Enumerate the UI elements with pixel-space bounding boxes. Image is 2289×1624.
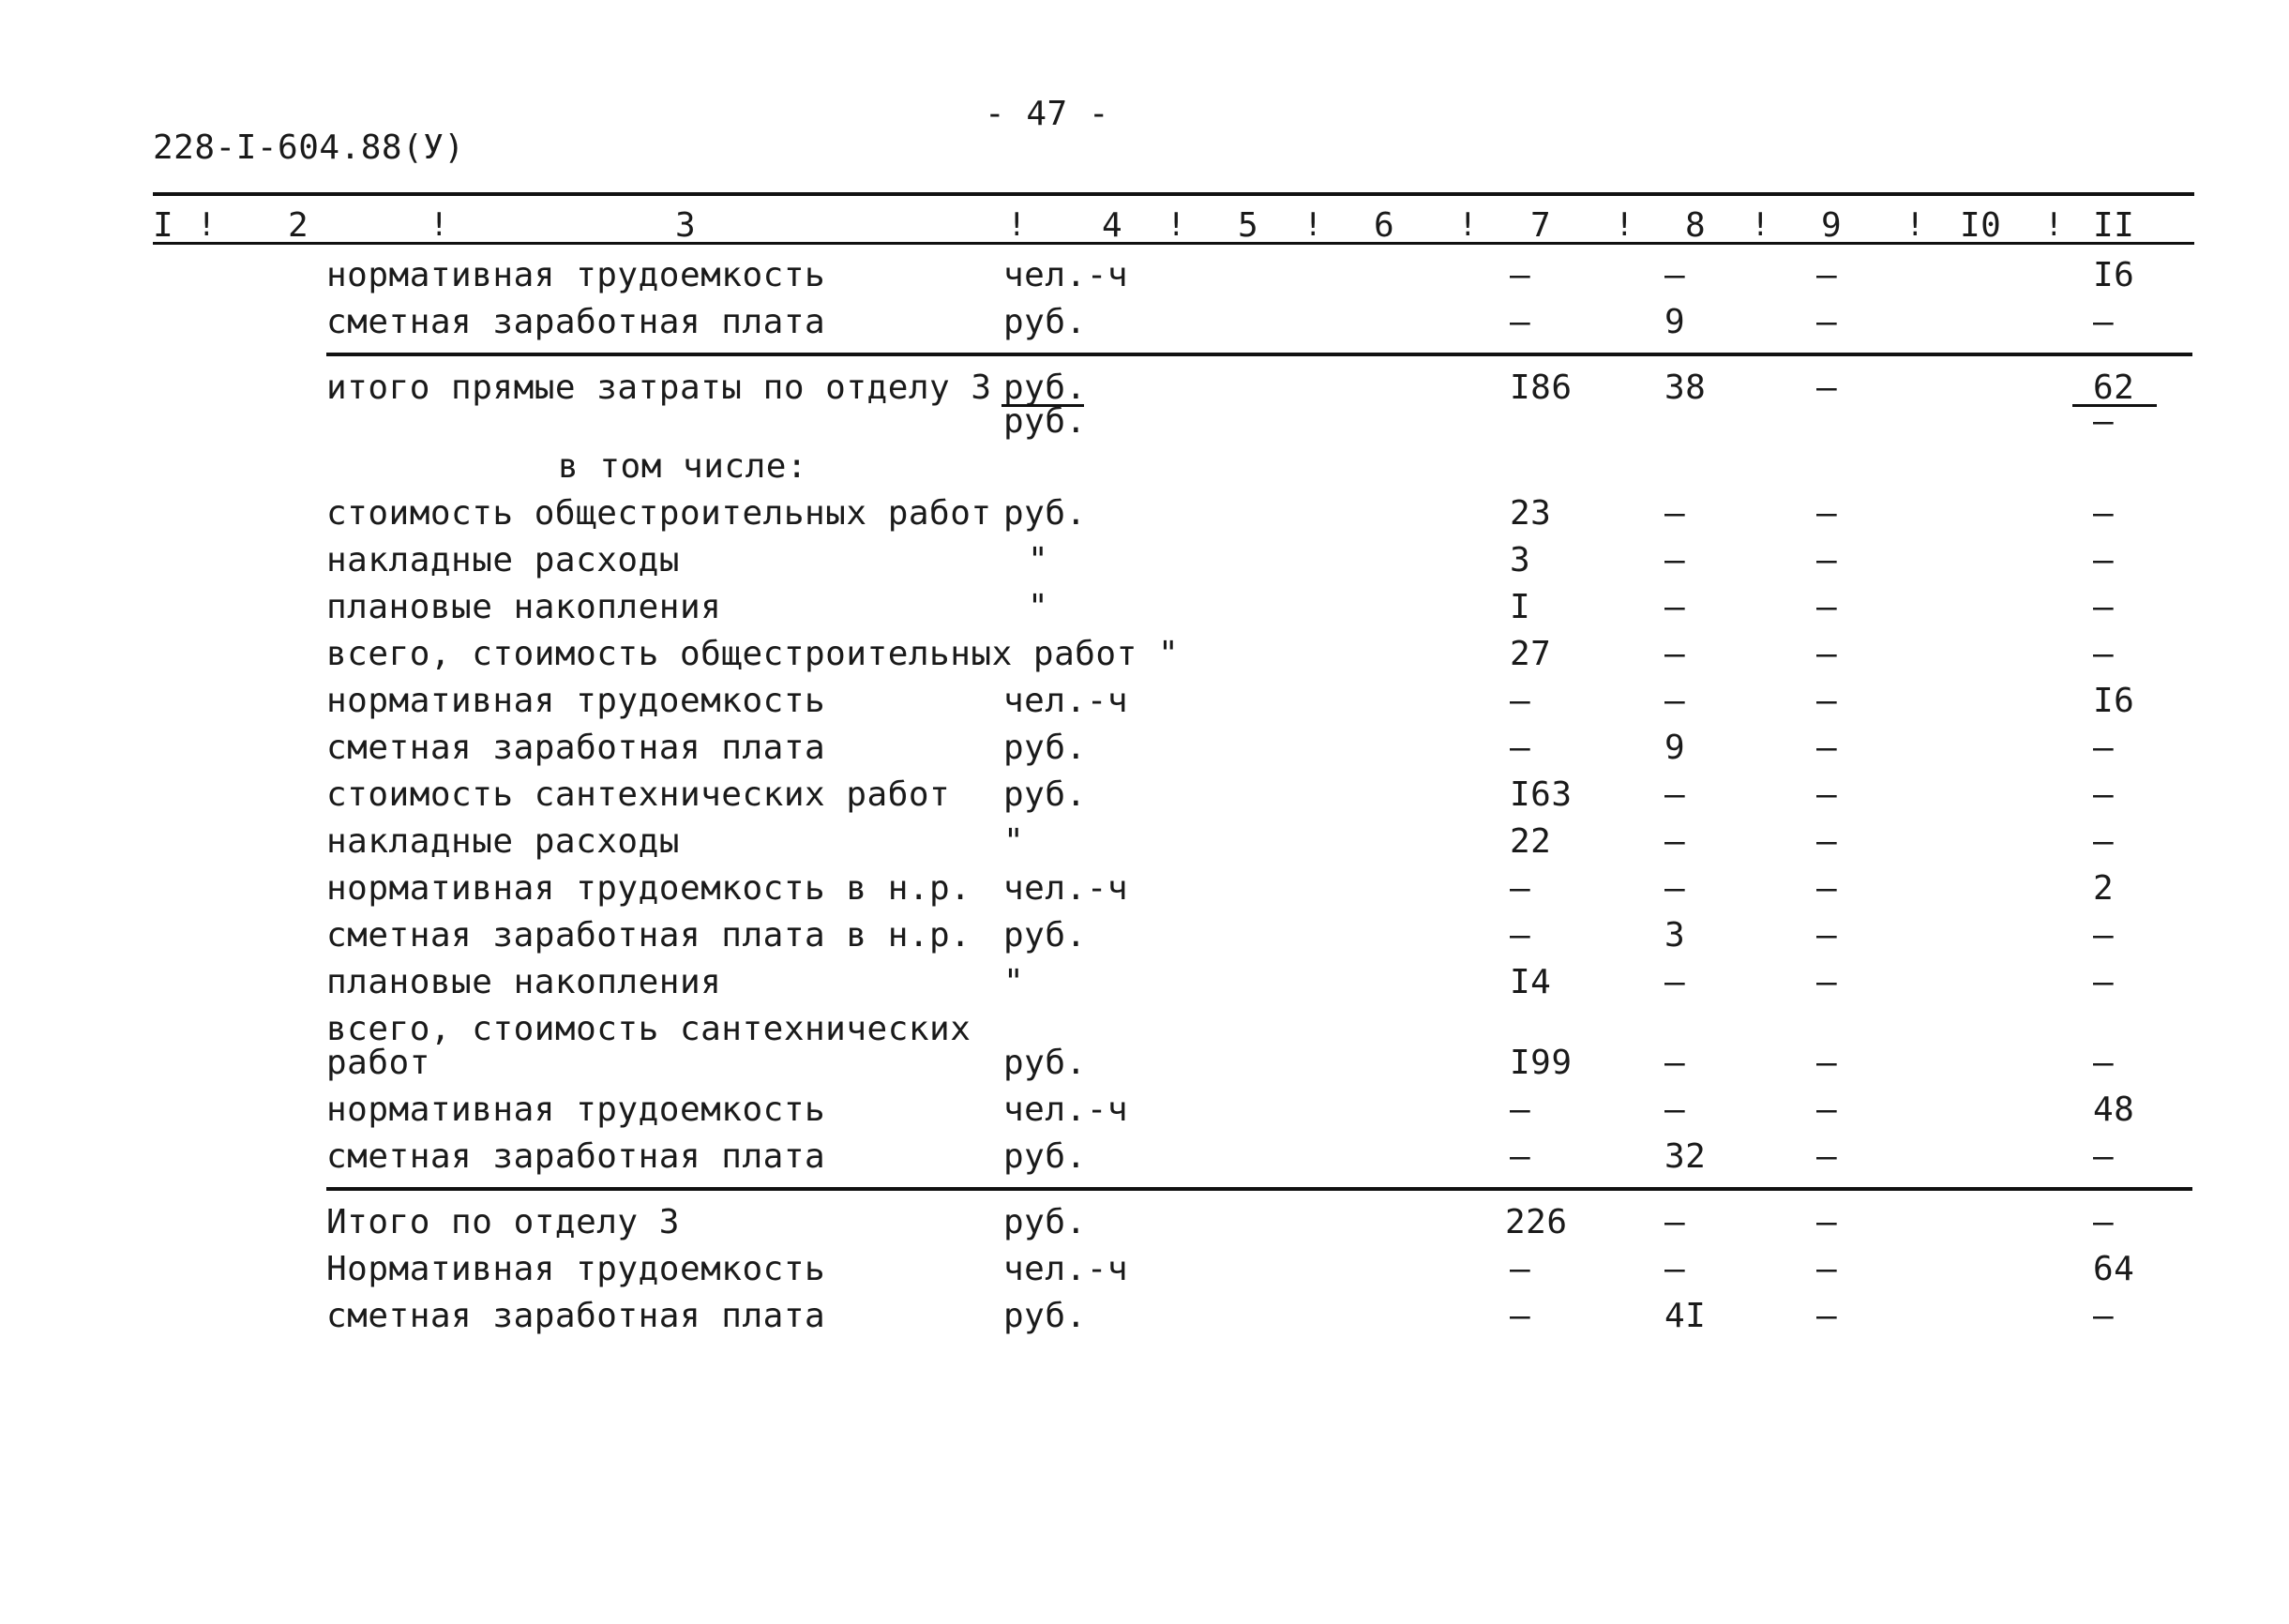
column-header: I0 [1960,206,2002,245]
row-subheading: в том числе: [558,447,808,486]
row-name: стоимость общестроительных работ [326,494,992,533]
row-name: итого прямые затраты по отделу 3 [326,368,992,407]
cell-col7: 3 [1510,541,1531,579]
cell-col9: – [1816,1090,1838,1129]
value-underline [2072,404,2157,407]
cell-col7: 27 [1510,635,1552,673]
cell-col8: 9 [1664,303,1686,341]
column-header: 5 [1238,206,1259,245]
cell-col11: – [2093,303,2115,341]
cell-col11: – [2093,541,2115,579]
row-unit-secondary: руб. [1003,402,1087,441]
cell-col7: I63 [1510,775,1573,814]
cell-col11: – [2093,1203,2115,1241]
column-separator: ! [1007,206,1027,244]
row-unit: руб. [1003,916,1087,955]
cell-col7: – [1510,256,1531,294]
row-name: стоимость сантехнических работ [326,775,951,814]
column-separator: ! [1303,206,1323,244]
column-separator: ! [197,206,217,244]
row-name: сметная заработная плата [326,1137,826,1176]
column-separator: ! [1458,206,1478,244]
row-unit: руб. [1003,729,1087,767]
page-number: - 47 - [985,95,1110,133]
cell-col7: – [1510,682,1531,720]
row-unit: " [1003,963,1025,1001]
cell-col7: – [1510,729,1531,767]
cell-col9: – [1816,1297,1838,1335]
cell-col9: – [1816,775,1838,814]
cell-col11: – [2093,775,2115,814]
cell-col8: – [1664,635,1686,673]
cell-col8: – [1664,494,1686,533]
row-unit: руб. [1003,303,1087,341]
cell-col9: – [1816,682,1838,720]
row-unit: руб. [1003,1203,1087,1241]
column-header: 7 [1530,206,1552,245]
row-unit: " [1028,588,1049,626]
cell-col11: – [2093,916,2115,955]
cell-col8: – [1664,1250,1686,1288]
cell-col7: – [1510,1250,1531,1288]
row-name: плановые накопления [326,963,722,1001]
cell-col9: – [1816,541,1838,579]
cell-col9: – [1816,256,1838,294]
row-name: всего, стоимость сантехнических [326,1010,971,1048]
cell-col8: – [1664,588,1686,626]
cell-col8: – [1664,822,1686,861]
cell-col11: – [2093,729,2115,767]
row-name: накладные расходы [326,822,680,861]
cell-col11: – [2093,635,2115,673]
row-name: сметная заработная плата [326,729,826,767]
cell-col8: – [1664,1090,1686,1129]
cell-col8: – [1664,775,1686,814]
row-name: нормативная трудоемкость [326,256,826,294]
cell-col8: 9 [1664,729,1686,767]
row-unit: " [1028,541,1049,579]
row-name-continuation: работ [326,1044,430,1082]
column-header: 3 [675,206,697,245]
cell-col8: – [1664,256,1686,294]
cell-col8: – [1664,869,1686,908]
row-unit: " [1003,822,1025,861]
column-separator: ! [429,206,449,244]
column-header: I [153,206,174,245]
section-rule [326,1187,2192,1191]
column-header: 9 [1821,206,1843,245]
row-unit: руб. [1003,1044,1087,1082]
cell-col8: – [1664,1203,1686,1241]
cell-col11: – [2093,1297,2115,1335]
row-unit: руб. [1003,368,1087,407]
cell-col7: – [1510,1297,1531,1335]
column-header: 4 [1102,206,1123,245]
row-name: сметная заработная плата [326,303,826,341]
cell-col9: – [1816,963,1838,1001]
cell-col9: – [1816,1044,1838,1082]
column-separator: ! [1167,206,1186,244]
cell-col9: – [1816,303,1838,341]
cell-col7: 226 [1505,1203,1568,1241]
row-name: плановые накопления [326,588,722,626]
row-unit: руб. [1003,1137,1087,1176]
cell-col11-secondary: – [2093,402,2115,441]
column-header: 8 [1685,206,1707,245]
cell-col11: I6 [2093,682,2135,720]
row-unit: руб. [1003,775,1087,814]
column-header: 2 [288,206,309,245]
cell-col8: 3 [1664,916,1686,955]
cell-col11: – [2093,588,2115,626]
cell-col7: – [1510,869,1531,908]
row-name: всего, стоимость общестроительных работ " [326,635,1180,673]
row-name: сметная заработная плата в н.р. [326,916,971,955]
row-unit: руб. [1003,494,1087,533]
row-name: накладные расходы [326,541,680,579]
cell-col11: 64 [2093,1250,2135,1288]
cell-col7: 23 [1510,494,1552,533]
column-separator: ! [1751,206,1770,244]
cell-col11: I6 [2093,256,2135,294]
cell-col8: 32 [1664,1137,1707,1176]
cell-col9: – [1816,916,1838,955]
cell-col7: – [1510,1090,1531,1129]
cell-col11: – [2093,1137,2115,1176]
cell-col11: – [2093,822,2115,861]
cell-col7: – [1510,916,1531,955]
cell-col11: – [2093,1044,2115,1082]
cell-col11: – [2093,494,2115,533]
row-unit: чел.-ч [1003,1250,1129,1288]
cell-col11: 48 [2093,1090,2135,1129]
column-separator: ! [1615,206,1634,244]
cell-col9: – [1816,368,1838,407]
column-header: II [2093,206,2135,245]
cell-col7: I4 [1510,963,1552,1001]
cell-col8: – [1664,682,1686,720]
row-unit: руб. [1003,1297,1087,1335]
cell-col7: I99 [1510,1044,1573,1082]
cell-col7: – [1510,303,1531,341]
column-separator: ! [2044,206,2064,244]
table-top-rule [153,192,2194,196]
cell-col8: 38 [1664,368,1707,407]
row-unit: чел.-ч [1003,682,1129,720]
cell-col11: – [2093,963,2115,1001]
document-code: 228-I-604.88(У) [153,128,465,167]
cell-col9: – [1816,729,1838,767]
row-unit: чел.-ч [1003,869,1129,908]
cell-col9: – [1816,588,1838,626]
cell-col7: 22 [1510,822,1552,861]
column-header: 6 [1374,206,1395,245]
cell-col9: – [1816,822,1838,861]
row-unit: чел.-ч [1003,256,1129,294]
cell-col8: – [1664,1044,1686,1082]
cell-col8: 4I [1664,1297,1707,1335]
cell-col9: – [1816,1203,1838,1241]
row-name: нормативная трудоемкость [326,682,826,720]
row-name: нормативная трудоемкость [326,1090,826,1129]
cell-col8: – [1664,541,1686,579]
cell-col9: – [1816,869,1838,908]
row-unit: чел.-ч [1003,1090,1129,1129]
cell-col7: I [1510,588,1531,626]
cell-col9: – [1816,494,1838,533]
cell-col8: – [1664,963,1686,1001]
section-rule [326,353,2192,356]
row-name: сметная заработная плата [326,1297,826,1335]
row-name: Нормативная трудоемкость [326,1250,826,1288]
cell-col7: – [1510,1137,1531,1176]
cell-col9: – [1816,1137,1838,1176]
column-separator: ! [1905,206,1925,244]
row-name: Итого по отделу 3 [326,1203,680,1241]
cell-col11: 2 [2093,869,2115,908]
row-name: нормативная трудоемкость в н.р. [326,869,971,908]
cell-col9: – [1816,635,1838,673]
cell-col7: I86 [1510,368,1573,407]
cell-col11: 62 [2093,368,2135,407]
cell-col9: – [1816,1250,1838,1288]
